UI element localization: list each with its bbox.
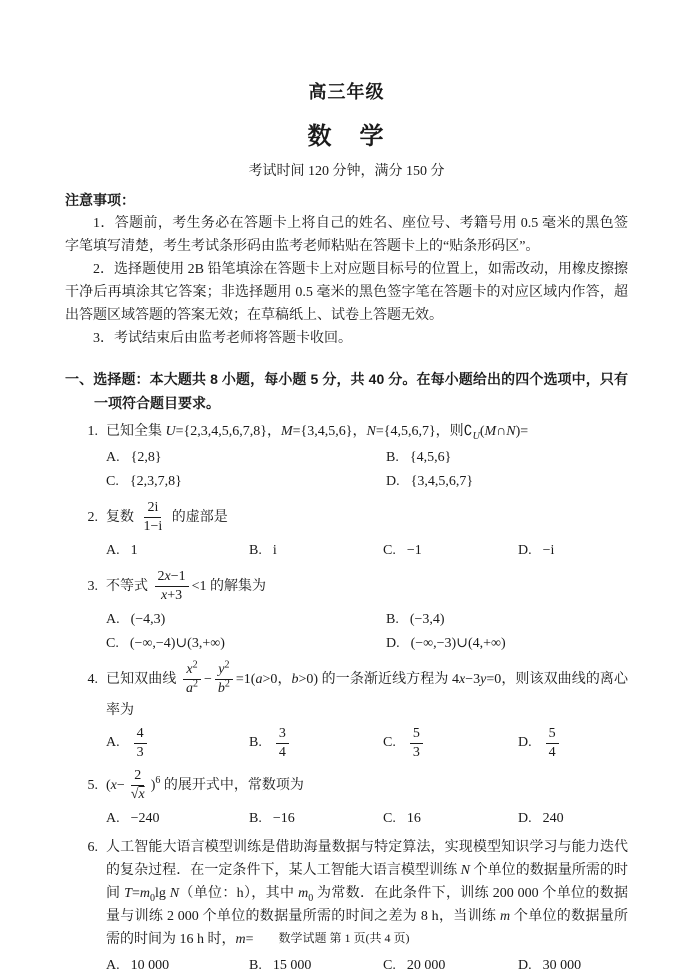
option-A	[106, 608, 386, 632]
math-text: 4	[278, 744, 286, 760]
math-fraction	[546, 726, 559, 761]
option-value	[543, 539, 555, 563]
question-body	[106, 420, 628, 494]
math-subscript: 0	[308, 892, 314, 904]
option-value	[273, 954, 312, 972]
question-body	[106, 767, 628, 831]
math-fraction	[134, 726, 147, 761]
option-C	[383, 954, 518, 972]
math-variable: M	[484, 424, 497, 439]
question-stem	[106, 767, 628, 804]
questions-list	[65, 420, 628, 972]
math-text: 3	[136, 744, 144, 760]
option-label: D.	[386, 636, 400, 652]
math-text: (−3,4)	[409, 612, 445, 628]
option-D	[518, 807, 628, 831]
math-text: −1	[406, 543, 422, 559]
math-text: 15 000	[272, 957, 312, 972]
question-body	[106, 836, 628, 972]
grade-title: 高三年级	[308, 82, 385, 102]
math-superscript: 6	[155, 774, 161, 786]
math-text: ={4,5,6,7}，则∁	[375, 424, 473, 439]
option-label: D.	[518, 957, 532, 972]
math-variable: x	[161, 588, 168, 604]
math-text: 人工智能大语言模型训练是借助海量数据与特定算法，实现模型知识学习与能力迭代的复杂过程．在一定条件下，某人工智能大语言模型训练	[106, 839, 628, 878]
option-value	[273, 725, 292, 762]
math-text: 16	[406, 810, 421, 826]
question-options	[106, 807, 628, 831]
option-value	[407, 807, 421, 831]
option-value	[131, 446, 162, 470]
math-subscript: U	[472, 430, 480, 442]
math-variable: m	[499, 908, 511, 924]
option-label: A.	[106, 543, 120, 559]
option-value	[543, 725, 562, 762]
fraction-denominator	[183, 680, 201, 697]
option-value	[131, 539, 138, 563]
math-text: )	[150, 777, 156, 793]
question-5	[65, 767, 628, 831]
exam-info-line: 考试时间 120 分钟，满分 150 分	[248, 164, 445, 179]
option-C	[106, 632, 386, 656]
math-text: i	[272, 543, 277, 559]
question-body	[106, 568, 628, 656]
question-2	[65, 499, 628, 563]
fraction-numerator	[546, 726, 559, 744]
fraction-numerator	[183, 659, 200, 680]
question-options	[106, 725, 628, 762]
math-text: 的虚部是	[168, 509, 228, 525]
option-A	[106, 539, 249, 563]
option-label: B.	[386, 450, 399, 465]
option-value	[410, 608, 445, 632]
math-text: {3,4,5,6,7}	[410, 474, 474, 489]
math-text: 复数	[106, 509, 138, 525]
math-fraction	[183, 659, 201, 697]
question-options	[106, 954, 628, 972]
math-variable: T	[124, 885, 132, 901]
math-text: −	[116, 777, 125, 793]
option-D	[518, 954, 628, 972]
math-subscript: 0	[149, 892, 155, 904]
option-D	[518, 725, 628, 762]
math-text: lg	[154, 885, 170, 901]
math-text: (−∞,−3)∪(4,+∞)	[410, 636, 506, 652]
fraction-denominator	[128, 786, 148, 803]
math-variable: M	[280, 424, 293, 439]
option-value	[411, 470, 473, 494]
option-label: D.	[518, 810, 532, 826]
math-text: −	[204, 672, 212, 688]
math-text: =	[131, 885, 140, 901]
math-text: ={2,3,4,5,6,7,8}，	[175, 424, 281, 439]
math-superscript: 2	[193, 678, 198, 690]
math-superscript: 2	[224, 678, 230, 690]
option-value	[410, 446, 451, 470]
math-fraction	[410, 726, 423, 761]
option-A	[106, 446, 386, 470]
option-value	[273, 539, 277, 563]
option-label: B.	[249, 543, 262, 559]
option-label: D.	[518, 735, 532, 751]
math-fraction	[128, 768, 148, 803]
math-text: (−4,3)	[130, 612, 166, 628]
option-value	[543, 807, 564, 831]
math-superscript: 2	[192, 659, 198, 671]
fraction-denominator	[410, 744, 423, 761]
option-value	[411, 632, 506, 656]
fraction-denominator	[134, 744, 147, 761]
option-label: C.	[383, 735, 396, 751]
question-stem	[106, 420, 628, 443]
math-text: 1−i	[143, 519, 163, 535]
math-variable: U	[165, 424, 176, 439]
math-text: (	[106, 777, 111, 793]
fraction-numerator	[410, 726, 423, 744]
option-B	[386, 608, 628, 632]
fraction-numerator	[276, 726, 289, 744]
math-text: >0) 的一条渐近线方程为 4	[298, 672, 459, 688]
math-variable: a	[255, 672, 263, 688]
math-text: 5	[548, 725, 556, 741]
question-options	[106, 539, 628, 563]
option-value	[130, 632, 225, 656]
question-options	[106, 608, 628, 656]
math-variable: y	[218, 662, 225, 678]
option-value	[131, 608, 166, 632]
fraction-denominator	[215, 680, 233, 697]
option-D	[518, 539, 628, 563]
math-text: ∩	[496, 424, 507, 439]
subject-title: 数 学	[307, 123, 386, 150]
math-text: {2,3,7,8}	[129, 474, 182, 489]
math-text: 2	[134, 767, 142, 783]
fraction-denominator	[141, 518, 166, 535]
math-fraction	[215, 659, 233, 697]
option-C	[383, 725, 518, 762]
math-text: 不等式	[106, 579, 152, 594]
option-B	[249, 539, 383, 563]
math-text: 10 000	[130, 957, 170, 972]
math-variable: m	[298, 885, 309, 901]
question-1	[65, 420, 628, 494]
option-label: C.	[383, 810, 396, 826]
math-text: 3	[278, 725, 286, 741]
math-fraction	[155, 569, 189, 604]
math-text: （单位：h），其中	[179, 885, 299, 901]
option-label: A.	[106, 612, 120, 628]
option-label: B.	[386, 612, 399, 628]
option-label: A.	[106, 735, 120, 751]
option-D	[386, 470, 628, 494]
question-number: 5.	[87, 777, 98, 793]
question-stem	[106, 568, 628, 605]
math-text: −16	[272, 810, 295, 826]
math-variable: x	[459, 672, 466, 688]
math-text: )=	[515, 424, 529, 439]
math-variable: N	[460, 862, 471, 878]
question-body	[106, 661, 628, 761]
option-A	[106, 725, 249, 762]
math-text: 4	[136, 725, 144, 741]
math-text: −i	[542, 543, 555, 559]
math-text: 30 000	[542, 957, 582, 972]
question-number: 6.	[87, 839, 98, 855]
math-text: =1(	[235, 672, 256, 688]
notice-item-1: 1．答题前，考生务必在答题卡上将自己的姓名、座位号、考籍号用 0.5 毫米的黑色签字笔填写清楚，考生考试条形码由监考老师粘贴在答题卡上的“贴条形码区”。	[65, 216, 628, 254]
math-text: 已知双曲线	[106, 672, 180, 688]
notice-section	[65, 189, 628, 350]
math-text: 20 000	[406, 957, 446, 972]
option-value	[407, 954, 446, 972]
option-label: B.	[249, 810, 262, 826]
fraction-numerator	[215, 659, 232, 680]
option-B	[249, 954, 383, 972]
option-value	[131, 954, 170, 972]
fraction-denominator	[158, 587, 185, 604]
math-text: <1 的解集为	[191, 579, 267, 594]
math-text: 1	[130, 543, 138, 559]
math-text: +3	[167, 588, 183, 604]
math-variable: x	[164, 569, 171, 585]
option-value	[131, 807, 160, 831]
math-text: −3	[465, 672, 481, 688]
option-B	[249, 725, 383, 762]
math-fraction	[141, 500, 166, 535]
math-superscript: 2	[224, 659, 230, 671]
option-value	[131, 725, 150, 762]
notice-item-3: 3．考试结束后由监考老师将答题卡收回。	[93, 331, 352, 346]
option-label: B.	[249, 735, 262, 751]
option-C	[383, 539, 518, 563]
option-label: A.	[106, 810, 120, 826]
question-number: 4.	[87, 672, 98, 688]
option-value	[130, 470, 182, 494]
option-label: A.	[106, 450, 120, 465]
math-variable: b	[291, 672, 299, 688]
question-number: 3.	[87, 579, 98, 594]
page-footer: 数学试题 第 1 页(共 4 页)	[278, 931, 410, 945]
math-variable: y	[480, 672, 487, 688]
math-variable: m	[235, 931, 246, 947]
math-text: 240	[542, 810, 564, 826]
fraction-denominator	[546, 744, 559, 761]
option-B	[249, 807, 383, 831]
question-body	[106, 499, 628, 563]
option-D	[386, 632, 628, 656]
math-text: 5	[412, 725, 420, 741]
option-label: C.	[383, 543, 396, 559]
fraction-denominator	[276, 744, 289, 761]
option-label: B.	[249, 957, 262, 972]
fraction-numerator	[134, 726, 147, 744]
option-C	[106, 470, 386, 494]
option-label: C.	[383, 957, 396, 972]
math-text: −240	[130, 810, 160, 826]
math-text: (−∞,−4)∪(3,+∞)	[129, 636, 225, 652]
math-variable: x	[186, 662, 193, 678]
option-A	[106, 954, 249, 972]
math-text: 2	[157, 569, 165, 585]
math-text: {4,5,6}	[409, 450, 452, 465]
option-label: C.	[106, 474, 119, 489]
math-text: 4	[548, 744, 556, 760]
math-text: ={3,4,5,6}，	[292, 424, 367, 439]
question-number: 2.	[87, 509, 98, 525]
question-4	[65, 661, 628, 761]
math-text: 3	[412, 744, 420, 760]
math-text: 已知全集	[106, 424, 166, 439]
math-text: 的展开式中，常数项为	[160, 777, 304, 793]
option-label: D.	[518, 543, 532, 559]
math-text: √	[130, 786, 139, 802]
math-variable: x	[110, 777, 117, 793]
math-text: =0，则该双曲线的离心率为	[106, 672, 628, 718]
option-value	[407, 539, 422, 563]
math-variable: N	[169, 885, 180, 901]
math-text: 个单位的数据量所需的时间为 16 h 时，	[106, 908, 629, 947]
option-C	[383, 807, 518, 831]
math-text: (	[479, 424, 485, 439]
option-label: C.	[106, 636, 119, 652]
fraction-numerator	[131, 768, 144, 786]
option-A	[106, 807, 249, 831]
notice-heading: 注意事项：	[65, 192, 135, 208]
math-text: 个单位的数据量所需的时间	[106, 862, 629, 901]
math-variable: b	[217, 681, 225, 697]
fraction-numerator	[144, 500, 161, 518]
math-text: {2,8}	[130, 450, 162, 465]
math-text: >0，	[262, 672, 292, 688]
option-value	[407, 725, 426, 762]
question-stem	[106, 499, 628, 536]
option-label: A.	[106, 957, 120, 972]
fraction-numerator	[155, 569, 189, 587]
math-variable: N	[366, 424, 376, 439]
math-overline: x	[138, 786, 145, 802]
math-variable: m	[139, 885, 150, 901]
math-variable: N	[506, 424, 516, 439]
section-heading-choice: 一、选择题：本大题共 8 小题，每小题 5 分，共 40 分。在每小题给出的四个选项中，只有一项符合题目要求。	[65, 371, 628, 411]
question-number: 1.	[87, 424, 98, 439]
notice-item-2: 2．选择题使用 2B 铅笔填涂在答题卡上对应题目标号的位置上，如需改动，用橡皮擦擦干净后再填涂其它答案；非选择题用 0.5 毫米的黑色签字笔在答题卡的对应区域内作答，超出答题区域答题的答案无效；在草稿纸上、试卷上答题无效。	[65, 262, 628, 323]
option-label: D.	[386, 474, 400, 489]
math-text: 2i	[147, 500, 159, 515]
math-text: 为常数．在此条件下，训练 200 000 个单位的数据量与训练 2 000 个单位的数据量所需的时间之差为 8 h，当训练	[106, 885, 629, 924]
math-fraction	[276, 726, 289, 761]
question-6	[65, 836, 628, 972]
option-value	[543, 954, 582, 972]
option-value	[273, 807, 295, 831]
math-text: =	[245, 931, 254, 947]
math-variable: a	[186, 681, 193, 697]
question-options	[106, 446, 628, 494]
question-stem	[106, 661, 628, 721]
option-B	[386, 446, 628, 470]
question-3	[65, 568, 628, 656]
math-text: −1	[170, 569, 186, 585]
